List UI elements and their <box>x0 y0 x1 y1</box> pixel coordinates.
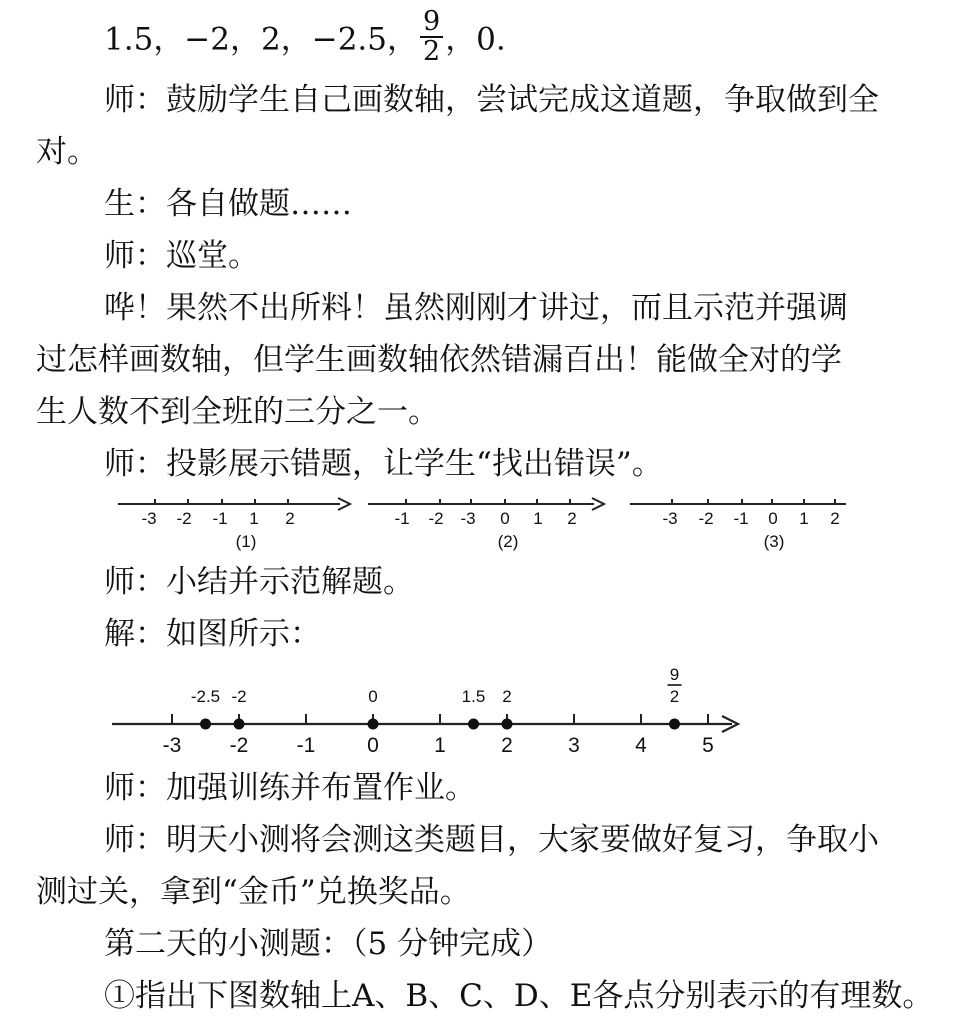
axis-tick-label: 1 <box>434 734 446 757</box>
wrong-axis-2-label: -3 <box>460 509 476 528</box>
student-line: 生：各自做题…… <box>104 186 352 222</box>
axis-tick-label: 4 <box>635 734 647 757</box>
fraction-denominator: 2 <box>423 36 441 67</box>
teacher-line-homework: 师：加强训练并布置作业。 <box>104 770 476 806</box>
axis-tick-label: 2 <box>501 734 513 757</box>
axis-point-label: 2 <box>502 687 512 706</box>
wrong-axis-3-label: 2 <box>830 509 840 528</box>
wrong-axis-1-label: -3 <box>141 509 157 528</box>
teacher-line-quiz-1: 师：明天小测将会测这类题目，大家要做好复习，争取小 <box>104 822 879 858</box>
quiz-title: 第二天的小测题：（5 分钟完成） <box>104 926 553 962</box>
axis-tick-label: 5 <box>702 734 714 757</box>
teacher-line-projection: 师：投影展示错题，让学生“找出错误”。 <box>104 446 663 482</box>
axis-tick-label: 0 <box>367 734 379 757</box>
axis-point-label: -2 <box>231 687 247 706</box>
axis-point-label-denominator: 2 <box>669 687 680 706</box>
axis-point-label-numerator: 9 <box>669 665 680 684</box>
solution-number-axis <box>100 664 760 764</box>
axis-point <box>368 719 379 730</box>
wrong-axis-3-label: -1 <box>733 509 749 528</box>
wrong-axis-2-label: 0 <box>500 509 510 528</box>
axis-point-label: -2.5 <box>190 687 221 706</box>
fraction-nine-halves <box>420 8 443 66</box>
wrong-axis-3-label: 0 <box>768 509 778 528</box>
wrong-axis-2-label: 1 <box>533 509 543 528</box>
teacher-line-summary: 师：小结并示范解题。 <box>104 564 414 600</box>
number-list-tail: ，0. <box>445 21 506 58</box>
wrong-axis-3-label: 1 <box>799 509 809 528</box>
axis-point <box>468 719 479 730</box>
axis-tick-label: -3 <box>162 734 182 757</box>
wrong-axis-3-label: -2 <box>698 509 714 528</box>
axis-point <box>502 719 513 730</box>
wrong-axis-2 <box>368 498 604 551</box>
paragraph-line-1: 哗！果然不出所料！虽然刚刚才讲过，而且示范并强调 <box>104 290 848 326</box>
wrong-axis-3 <box>630 499 846 551</box>
paragraph-line-2: 过怎样画数轴，但学生画数轴依然错漏百出！能做全对的学 <box>36 342 842 378</box>
wrong-axis-2-label: 2 <box>567 509 577 528</box>
wrong-axis-1-label: 1 <box>249 509 259 528</box>
wrong-axis-1 <box>118 498 350 551</box>
teacher-line-1a: 师：鼓励学生自己画数轴，尝试完成这道题，争取做到全 <box>104 82 879 118</box>
wrong-axis-2-label: -2 <box>428 509 444 528</box>
axis-point-label: 1.5 <box>461 687 486 706</box>
number-list: 1.5，−2，2，−2.5， <box>104 21 418 58</box>
paragraph-line-3: 生人数不到全班的三分之一。 <box>36 394 439 430</box>
axis-point <box>669 719 680 730</box>
number-list-line <box>104 6 506 70</box>
wrong-axis-1-caption: (1) <box>235 532 257 551</box>
fraction-numerator: 9 <box>420 8 443 38</box>
axis-point <box>200 719 211 730</box>
wrong-axis-3-caption: (3) <box>763 532 785 551</box>
teacher-line-patrol: 师：巡堂。 <box>104 238 259 274</box>
teacher-line-quiz-2: 测过关，拿到“金币”兑换奖品。 <box>36 874 471 910</box>
wrong-axis-1-label: 2 <box>285 509 295 528</box>
axis-point-label: 0 <box>368 687 378 706</box>
wrong-axis-2-label: -1 <box>394 509 410 528</box>
wrong-axis-3-label: -3 <box>662 509 678 528</box>
wrong-number-axes-figure <box>100 490 860 556</box>
axis-tick-label: -1 <box>296 734 316 757</box>
teacher-line-1b: 对。 <box>36 134 98 170</box>
wrong-axis-1-label: -1 <box>212 509 228 528</box>
solution-heading: 解：如图所示： <box>104 616 321 652</box>
wrong-axis-2-caption: (2) <box>497 532 519 551</box>
axis-tick-label: 3 <box>568 734 580 757</box>
axis-point <box>234 719 245 730</box>
quiz-question-1: ①指出下图数轴上A、B、C、D、E各点分别表示的有理数。 <box>104 978 934 1014</box>
axis-tick-label: -2 <box>229 734 249 757</box>
wrong-axis-1-label: -2 <box>176 509 192 528</box>
